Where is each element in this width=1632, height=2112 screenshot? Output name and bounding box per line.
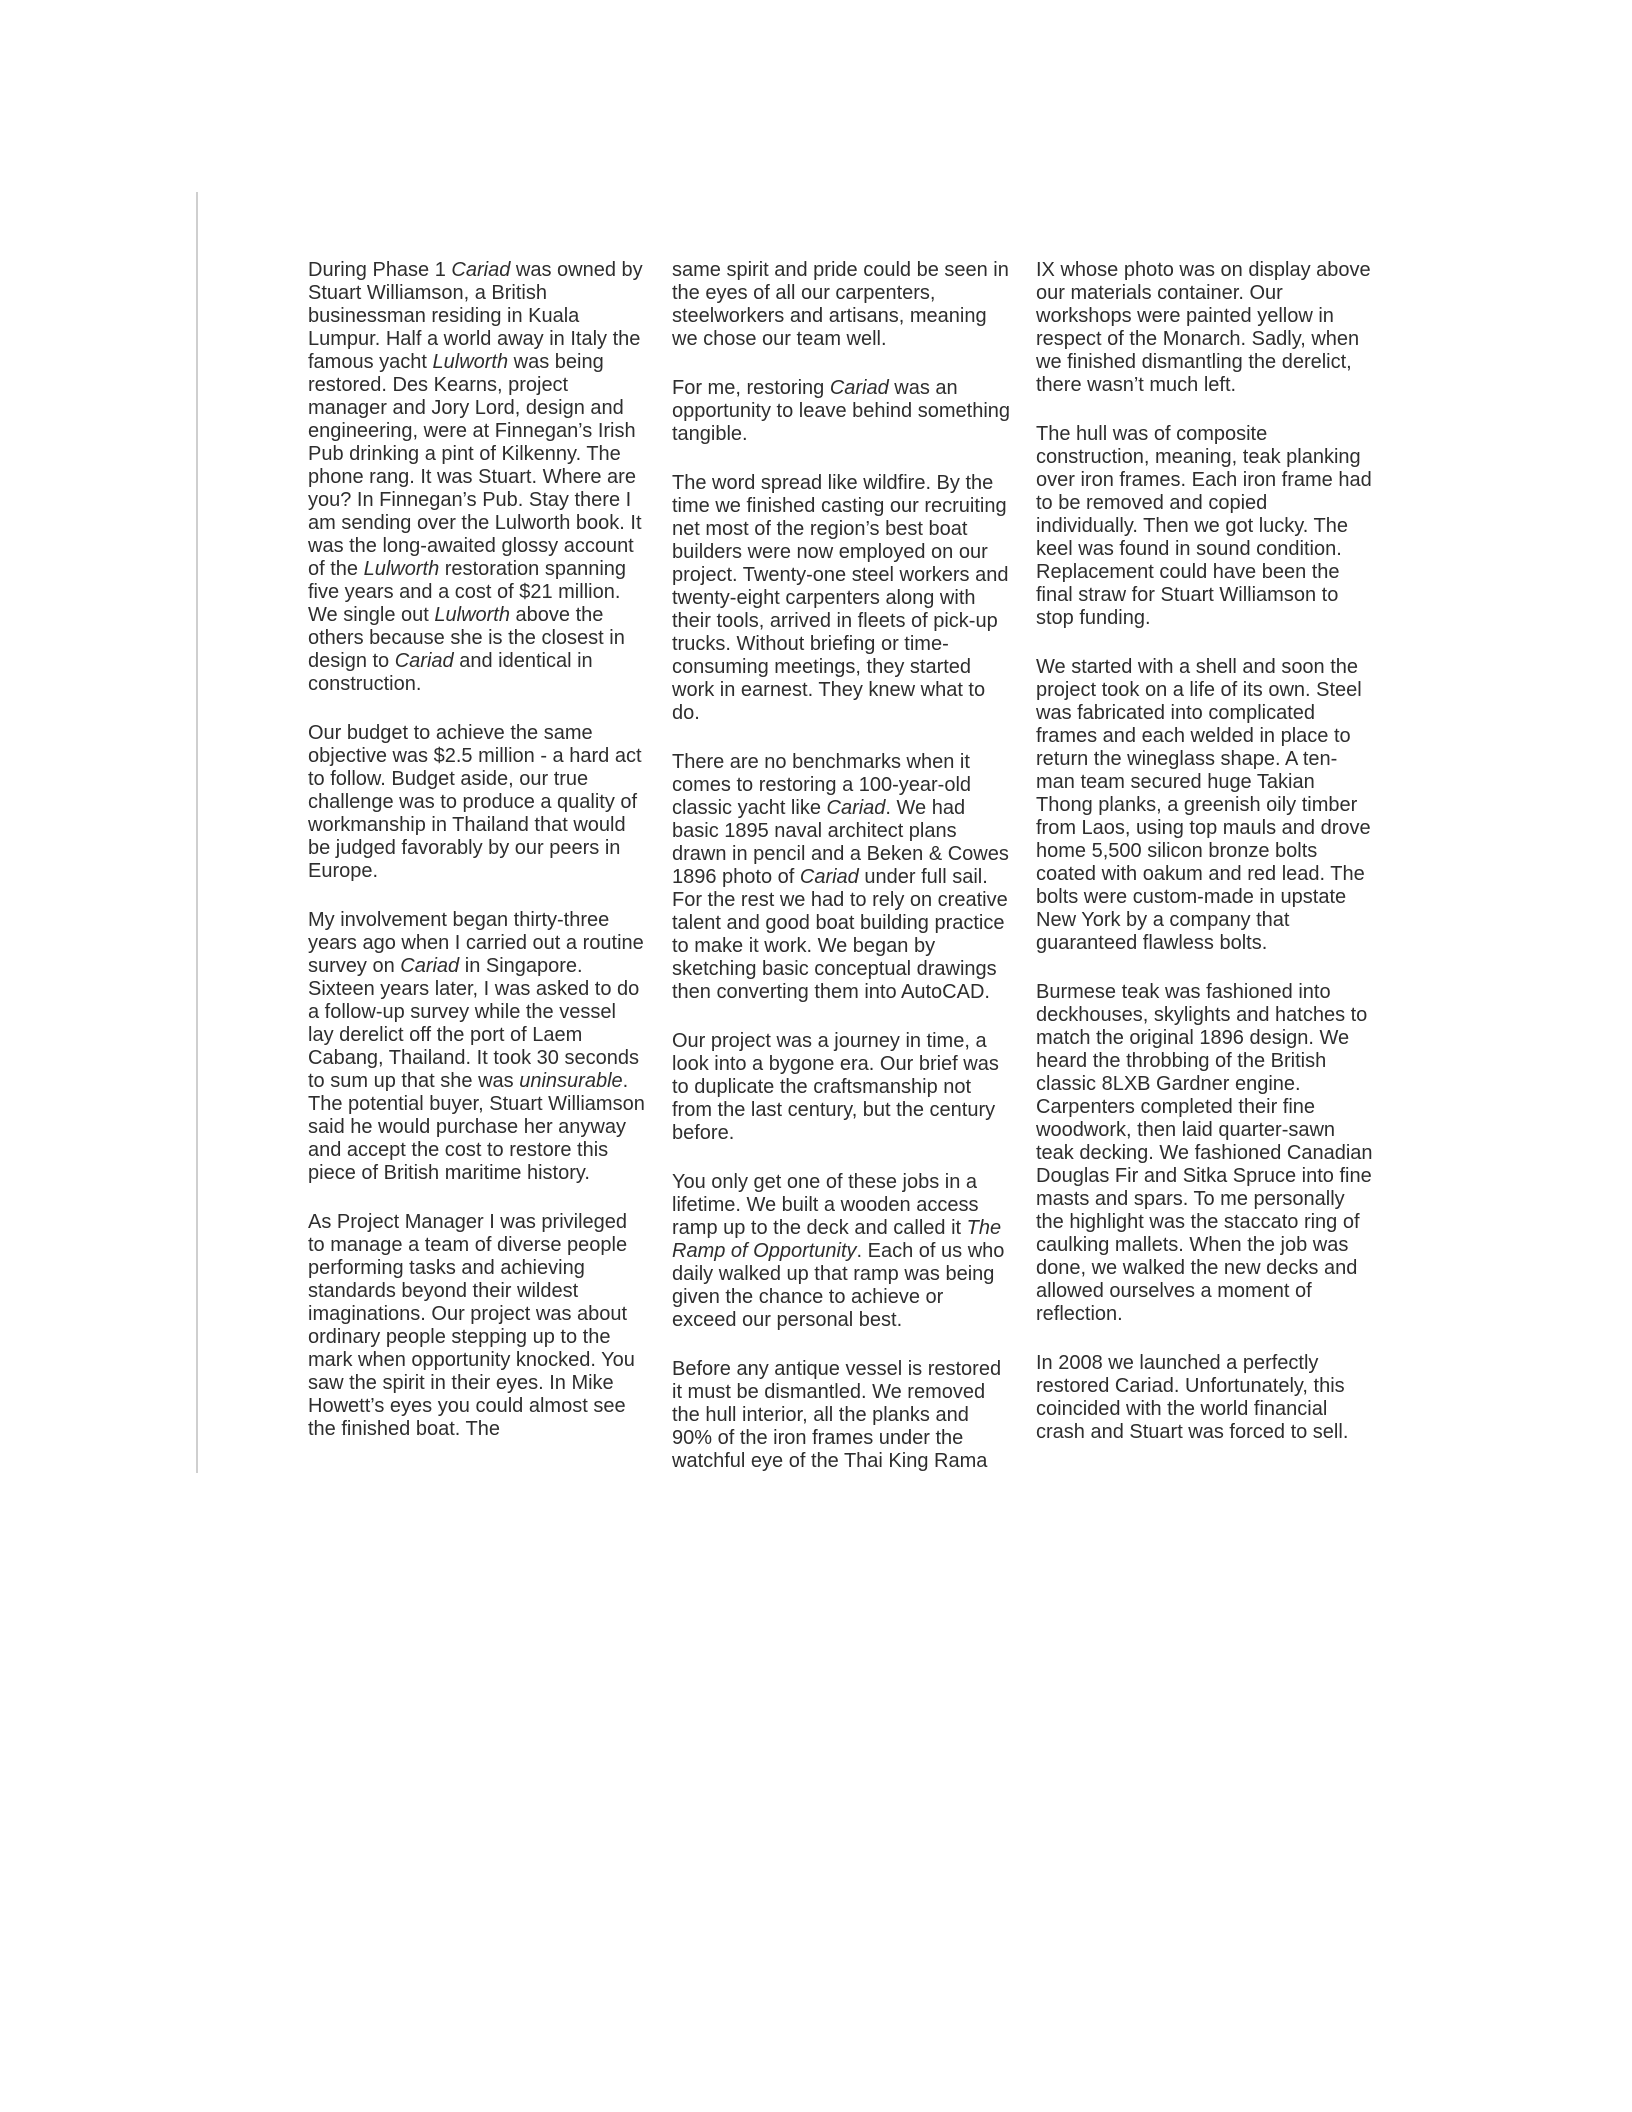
italic-text-run: Lulworth — [432, 351, 509, 373]
paragraph — [308, 1211, 646, 1441]
text-run: was an opportunity to leave behind something tangible. — [672, 377, 1011, 445]
text-run: There are no benchmarks when it comes to restoring a 100-year-old classic yacht like — [672, 751, 972, 819]
text-run: under full sail. For the rest we had to rely on creative talent and good boat building practice to make it work. We began by sketching basic conceptual drawings then converting them into AutoCAD. — [672, 866, 1008, 1003]
paragraph — [1036, 1352, 1374, 1444]
paragraph — [1036, 259, 1374, 397]
text-run: Before any antique vessel is restored it must be dismantled. We removed the hull interior, all the planks and 90% of the iron frames under the watchful eye of the Thai King Rama — [672, 1358, 1002, 1472]
text-column-2 — [672, 259, 1010, 1473]
paragraph — [308, 722, 646, 883]
paragraph — [672, 377, 1010, 446]
paragraph — [308, 259, 646, 696]
italic-text-run: The Ramp of Opportunity — [672, 1217, 1002, 1262]
italic-text-run: Cariad — [451, 259, 511, 281]
text-run: As Project Manager I was privileged to manage a team of diverse people performing tasks and achieving standards beyond their wildest imaginations. Our project was about ordinary people stepping up to the mark when opportunity knocked. You saw the spirit in their eyes. In Mike Howett’s eyes you could almost see the finished boat. The — [308, 1211, 635, 1440]
paragraph — [672, 259, 1010, 351]
text-run: Burmese teak was fashioned into deckhouses, skylights and hatches to match the original 1896 design. We heard the throbbing of the British classic 8LXB Gardner engine. Carpenters completed their fine woodwork, then laid quarter-sawn teak decking. We fashioned Canadian Douglas Fir and Sitka Spruce into fine masts and spars. To me personally the highlight was the staccato ring of caulking mallets. When the job was done, we walked the new decks and allowed ourselves a moment of reflection. — [1036, 981, 1373, 1325]
text-run: . The potential buyer, Stuart Williamson said he would purchase her anyway and accept the cost to restore this piece of British maritime history. — [308, 1070, 645, 1184]
text-run: in Singapore. Sixteen years later, I was asked to do a follow-up survey while the vessel lay derelict off the port of Laem Cabang, Thailand. It took 30 seconds to sum up that she was — [308, 955, 640, 1092]
text-run: Our budget to achieve the same objective was $2.5 million - a hard act to follow. Budget aside, our true challenge was to produce a quality of workmanship in Thailand that would be judged favorably by our peers in Europe. — [308, 722, 642, 882]
text-run: . We had basic 1895 naval architect plans drawn in pencil and a Beken & Cowes 1896 photo of — [672, 797, 1009, 888]
paragraph — [672, 751, 1010, 1004]
italic-text-run: Cariad — [826, 797, 886, 819]
italic-text-run: Lulworth — [363, 558, 440, 580]
italic-text-run: Cariad — [829, 377, 889, 399]
text-column-3 — [1036, 259, 1374, 1473]
italic-text-run: Cariad — [400, 955, 460, 977]
text-run: My involvement began thirty-three years ago when I carried out a routine survey on — [308, 909, 644, 977]
text-run: and identical in construction. — [308, 650, 593, 695]
text-run: The word spread like wildfire. By the time we finished casting our recruiting net most of the region’s best boat builders were now employed on our project. Twenty-one steel workers and twenty-eight carpenters along with their tools, arrived in fleets of pick-up trucks. Without briefing or time-consuming meetings, they started work in earnest. They knew what to do. — [672, 472, 1009, 724]
text-run: IX whose photo was on display above our materials container. Our workshops were painted yellow in respect of the Monarch. Sadly, when we finished dismantling the derelict, there wasn’t much left. — [1036, 259, 1371, 396]
italic-text-run: Cariad — [394, 650, 454, 672]
paragraph — [1036, 423, 1374, 630]
paragraph — [672, 472, 1010, 725]
paragraph — [1036, 981, 1374, 1326]
paragraph — [672, 1171, 1010, 1332]
text-run: was being restored. Des Kearns, project manager and Jory Lord, design and engineering, were at Finnegan’s Irish Pub drinking a pint of Kilkenny. The phone rang. It was Stuart. Where are you? In Finnegan’s Pub. Stay there I am sending over the Lulworth book. It was the long-awaited glossy account of the — [308, 351, 642, 580]
italic-text-run: uninsurable — [519, 1070, 623, 1092]
text-run: was owned by Stuart Williamson, a British businessman residing in Kuala Lumpur. Half a world away in Italy the famous yacht — [308, 259, 643, 373]
text-run: The hull was of composite construction, meaning, teak planking over iron frames. Each iron frame had to be removed and copied individually. Then we got lucky. The keel was found in sound condition. Replacement could have been the final straw for Stuart Williamson to stop funding. — [1036, 423, 1372, 629]
text-run: We started with a shell and soon the project took on a life of its own. Steel was fabricated into complicated frames and each welded in place to return the wineglass shape. A ten-man team secured huge Takian Thong planks, a greenish oily timber from Laos, using top mauls and drove home 5,500 silicon bronze bolts coated with oakum and red lead. The bolts were custom-made in upstate New York by a company that guaranteed flawless bolts. — [1036, 656, 1371, 954]
text-run: Our project was a journey in time, a look into a bygone era. Our brief was to duplicate the craftsmanship not from the last century, but the century before. — [672, 1030, 999, 1144]
text-run: above the others because she is the closest in design to — [308, 604, 625, 672]
text-run: During Phase 1 — [308, 259, 452, 281]
italic-text-run: Lulworth — [434, 604, 510, 626]
paragraph — [308, 909, 646, 1185]
text-run: You only get one of these jobs in a lifetime. We built a wooden access ramp up to the deck and called it — [672, 1171, 979, 1239]
text-run: For me, restoring — [672, 377, 830, 399]
left-margin-rule — [196, 192, 198, 1473]
paragraph — [672, 1030, 1010, 1145]
text-run: . Each of us who daily walked up that ramp was being given the chance to achieve or exceed our personal best. — [672, 1240, 1005, 1331]
text-run: In 2008 we launched a perfectly restored Cariad. Unfortunately, this coincided with the world financial crash and Stuart was forced to sell. — [1036, 1352, 1349, 1443]
paragraph — [1036, 656, 1374, 955]
text-column-1 — [308, 259, 646, 1473]
text-run: restoration spanning five years and a cost of $21 million. We single out — [308, 558, 627, 626]
italic-text-run: Cariad — [799, 866, 859, 888]
article-columns — [308, 259, 1374, 1473]
paragraph — [672, 1358, 1010, 1473]
text-run: same spirit and pride could be seen in the eyes of all our carpenters, steelworkers and artisans, meaning we chose our team well. — [672, 259, 1009, 350]
